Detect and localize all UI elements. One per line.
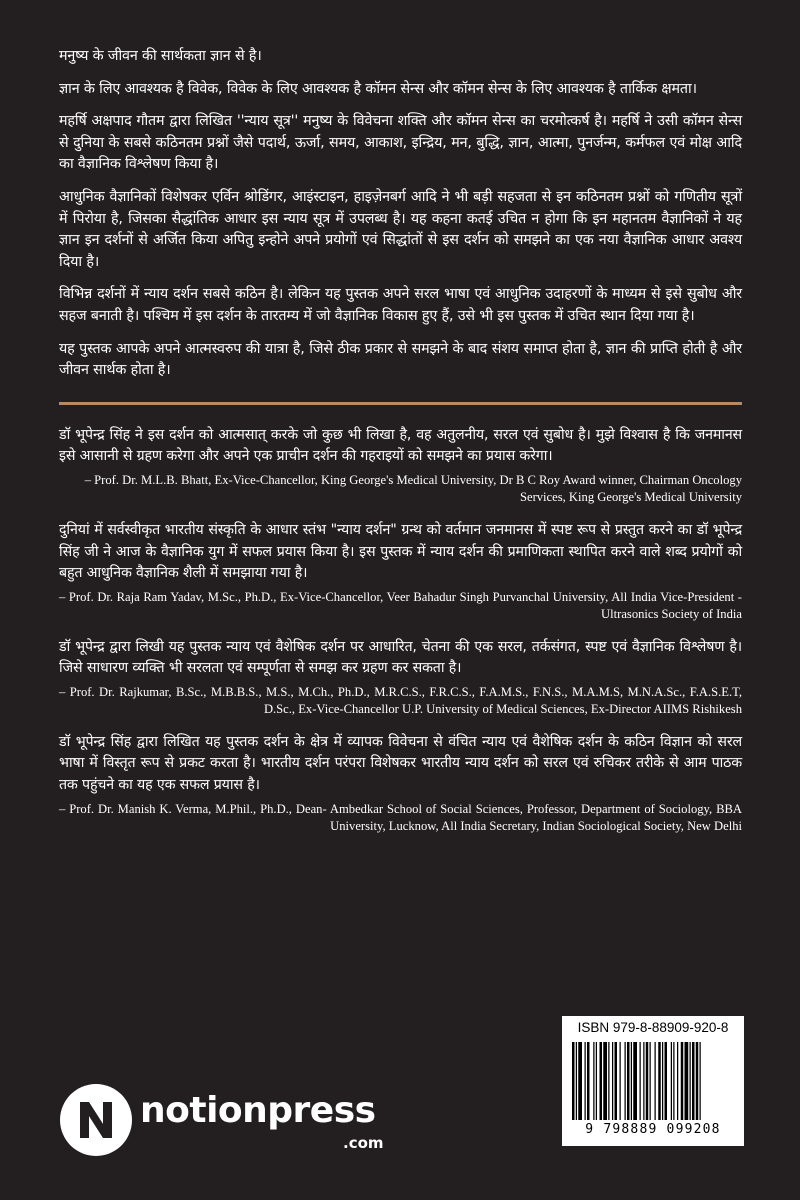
isbn-barcode (562, 1016, 744, 1146)
publisher-logo (60, 1084, 384, 1156)
review-attribution: – Prof. Dr. M.L.B. Bhatt, Ex-Vice-Chancellor, King George's Medical University, Dr B C Roy Award winner, Chairman Oncology Services, King George's Medical University (84, 472, 742, 505)
intro-paragraph-5: विभिन्न दर्शनों में न्याय दर्शन सबसे कठिन है। लेकिन यह पुस्तक अपने सरल भाषा एवं आधुनिक उदाहरणों के माध्यम से इसे सुबोध और सहज बनाती है। पश्चिम में इस दर्शन के तारतम्य में जो वैज्ञानिक विकास हुए हैं, उसे भी इस पुस्तक में उचित स्थान दिया गया है। (59, 286, 742, 324)
review-attribution: – Prof. Dr. Raja Ram Yadav, M.Sc., Ph.D., Ex-Vice-Chancellor, Veer Bahadur Singh Purvanchal University, All India Vice-President - Ultrasonics Society of India (59, 589, 742, 622)
logo-circle-icon (60, 1084, 132, 1156)
isbn-label: ISBN 979-8-88909-920-8 (577, 1020, 729, 1035)
intro-paragraph-1: मनुष्य के जीवन की सार्थकता ज्ञान से है। (59, 48, 262, 64)
review-quote: दुनियां में सर्वस्वीकृत भारतीय संस्कृति के आधार स्तंभ "न्याय दर्शन" ग्रन्थ को वर्तमान जनमानस में स्पष्ट रूप से प्रस्तुत करने का डॉ भूपेन्द्र सिंह जी ने आज के वैज्ञानिक युग में सफल प्रयास किया है। इस पुस्तक में न्याय दर्शन की प्रमाणिकता स्थापित करने वाले शब्द प्रयोगों को बहुत आधुनिक वैज्ञानिक शैली में समझाया गया है। (59, 521, 742, 582)
review-quote: डॉ भूपेन्द्र सिंह ने इस दर्शन को आत्मसात् करके जो कुछ भी लिखा है, वह अतुलनीय, सरल एवं सुबोध है। मुझे विश्वास है कि जनमानस इसे आसानी से ग्रहण करेगा और अपने एक प्राचीन दर्शन की गहराइयों को समझने का प्रयास करेगा। (59, 426, 742, 465)
intro-paragraph-2: ज्ञान के लिए आवश्यक है विवेक, विवेक के लिए आवश्यक है कॉमन सेन्स और कॉमन सेन्स के लिए आवश्यक है तार्किक क्षमता। (59, 80, 697, 97)
review-attribution: – Prof. Dr. Rajkumar, B.Sc., M.B.B.S., M.S., M.Ch., Ph.D., M.R.C.S., F.R.C.S., F.A.M.S., F.N.S., M.A.M.S, M.N.A.Sc., F.A.S.E.T, D.Sc., Ex-Vice-Chancellor U.P. University of Medical Sciences, Ex-Director AIIMS Rishikesh (59, 684, 742, 717)
review-attribution: – Prof. Dr. Manish K. Verma, M.Phil., Ph.D., Dean- Ambedkar School of Social Sciences, Professor, Department of Sociology, BBA University, Lucknow, All India Secretary, Indian Sociological Society, New Delhi (59, 801, 742, 834)
intro-paragraph-6: यह पुस्तक आपके अपने आत्मस्वरुप की यात्रा है, जिसे ठीक प्रकार से समझने के बाद संशय समाप्त होता है, ज्ञान की प्राप्ति होती है और जीवन सार्थक होता है। (59, 340, 742, 379)
review-quote: डॉ भूपेन्द्र सिंह द्वारा लिखित यह पुस्तक दर्शन के क्षेत्र में व्यापक विवेचना से वंचित न्याय एवं वैशेषिक दर्शन के कठिन विज्ञान को सरल भाषा में विस्तृत रूप से प्रकट करता है। भारतीय दर्शन परंपरा विशेषकर भारतीय न्याय दर्शन को सरल एवं रुचिकर तरीके से आम पाठक तक पहुंचने का यह एक सफल प्रयास है। (59, 733, 742, 794)
intro-paragraph-4: आधुनिक वैज्ञानिकों विशेषकर एर्विन श्रोडिंगर, आइंस्टाइन, हाइज़ेनबर्ग आदि ने भी बड़ी सहजता से इन कठिनतम प्रश्नों को गणितीय सूत्रों में पिरोया है, जिसका सैद्धांतिक आधार इस न्याय सूत्र में उपलब्ध है। यह कहना कतई उचित न होगा कि इन महानतम वैज्ञानिकों ने यह ज्ञान इन दर्शनों से अर्जित किया अपितु इन्होने अपने प्रयोगों एवं सिद्धांतों से इस दर्शन को समझने का एक नया वैज्ञानिक आधार अवश्य दिया है। (59, 188, 742, 270)
publisher-name: notionpress (140, 1090, 376, 1131)
section-divider (59, 402, 742, 405)
intro-paragraph-3: महर्षि अक्षपाद गौतम द्वारा लिखित ''न्याय सूत्र'' मनुष्य के विवेचना शक्ति और कॉमन सेन्स का चरमोत्कर्ष है। महर्षि ने उसी कॉमन सेन्स से दुनिया के सबसे कठिनतम प्रश्नों जैसे पदार्थ, ऊर्जा, समय, आकाश, इन्द्रिय, मन, बुद्धि, ज्ञान, आत्मा, पुनर्जन्म, कर्मफल एवं मोक्ष आदि का वैज्ञानिक विश्लेषण किया है। (59, 113, 742, 173)
barcode-number: 9 798889 099208 (585, 1122, 721, 1137)
review-1 (59, 425, 742, 507)
review-3 (59, 637, 742, 719)
back-cover-text (59, 46, 742, 849)
review-4 (59, 732, 742, 836)
barcode-icon (568, 1042, 738, 1122)
review-2 (59, 520, 742, 624)
publisher-domain: .com (343, 1134, 384, 1152)
review-quote: डॉ भूपेन्द्र द्वारा लिखी यह पुस्तक न्याय एवं वैशेषिक दर्शन पर आधारित, चेतना की एक सरल, तर्कसंगत, स्पष्ट एवं वैज्ञानिक विश्लेषण है। जिसे साधारण व्यक्ति भी सरलता एवं सम्पूर्णता से समझ कर ग्रहण कर सकता है। (59, 638, 742, 677)
